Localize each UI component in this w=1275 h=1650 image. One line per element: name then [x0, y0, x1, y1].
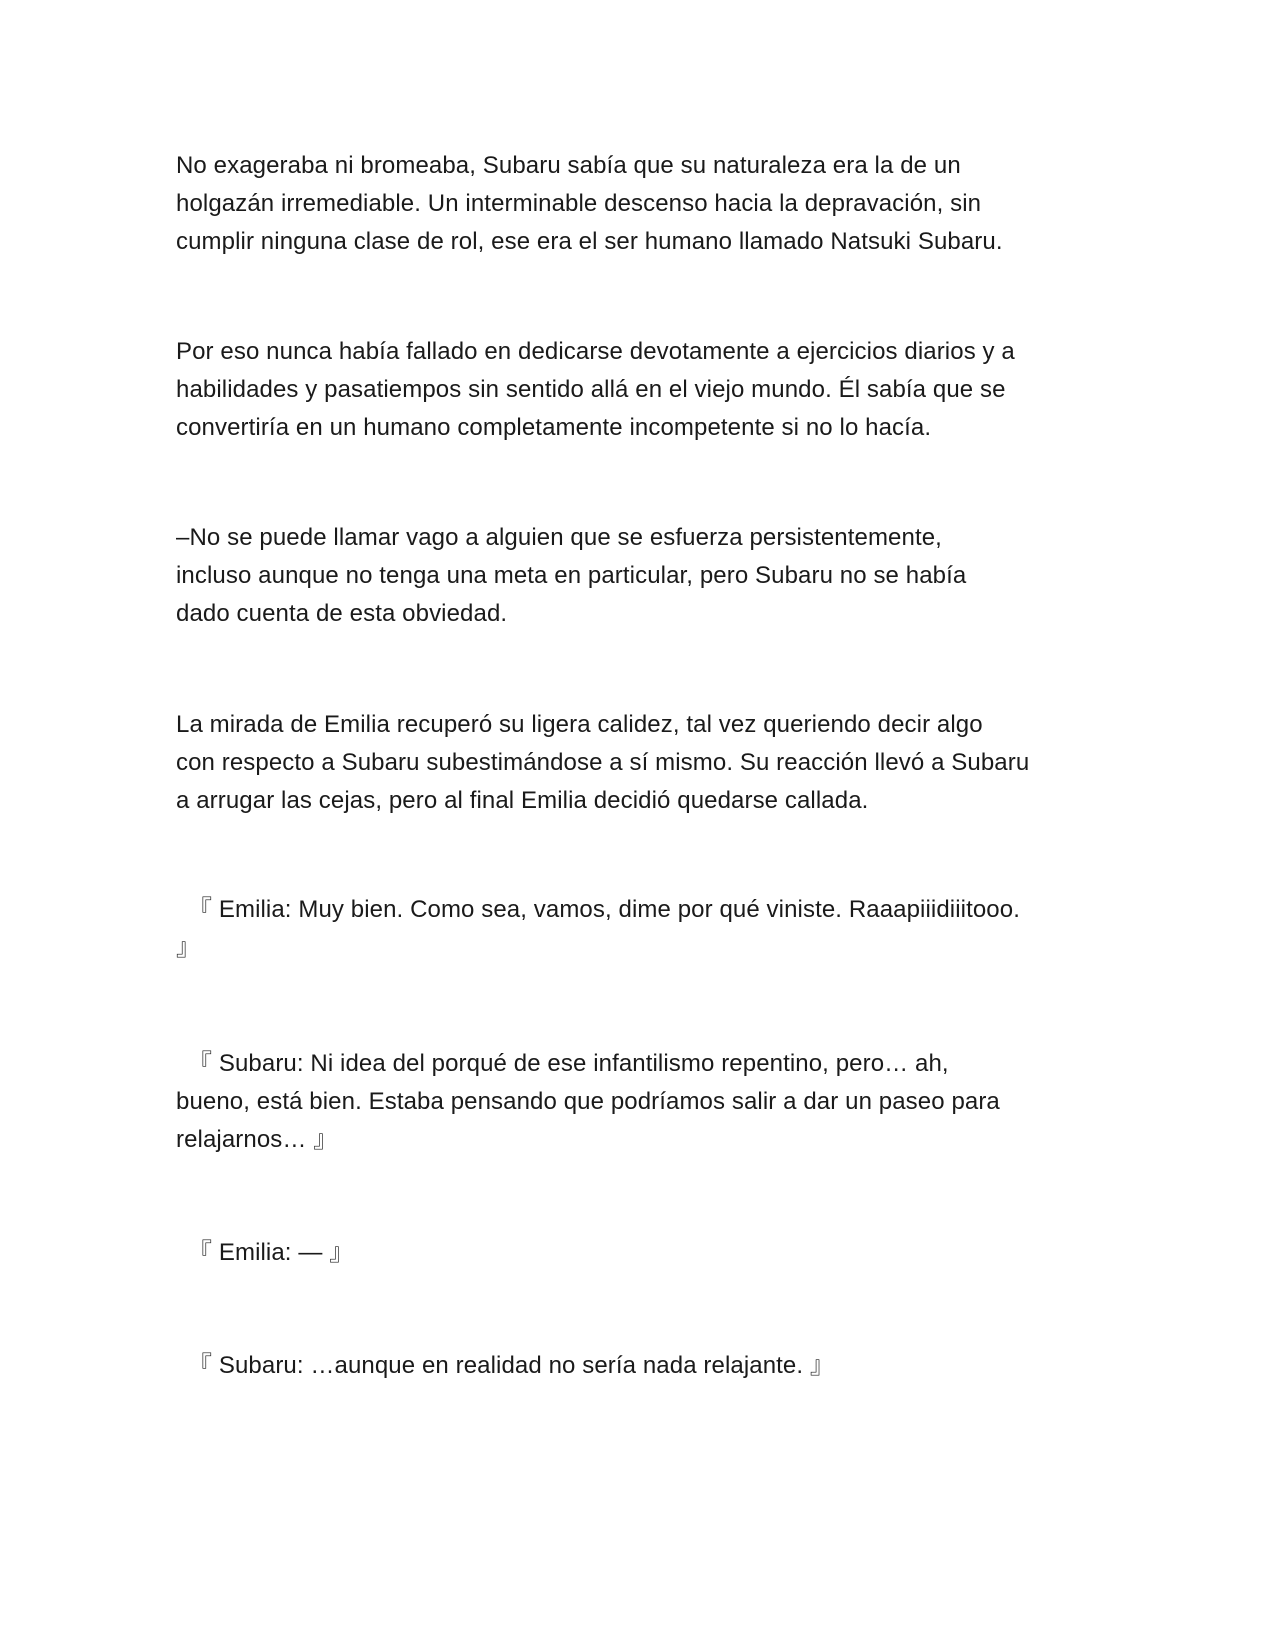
text-line: convertiría en un humano completamente incompetente si no lo hacía. [176, 414, 932, 441]
text-line: La mirada de Emilia recuperó su ligera calidez, tal vez queriendo decir algo [176, 711, 983, 738]
text-line: a arrugar las cejas, pero al final Emilia decidió quedarse callada. [176, 787, 869, 814]
text-line: habilidades y pasatiempos sin sentido allá en el viejo mundo. Él sabía que se [176, 376, 1006, 403]
dialogue-emilia-2 [176, 1234, 1106, 1272]
text-line: bueno, está bien. Estaba pensando que podríamos salir a dar un paseo para [176, 1088, 1000, 1115]
text-line: 』 [176, 934, 201, 961]
text-line: 『 Emilia: — 』 [188, 1239, 354, 1266]
paragraph-4 [176, 706, 1106, 820]
paragraph-2 [176, 333, 1106, 447]
text-line: –No se puede llamar vago a alguien que se esfuerza persistentemente, [176, 524, 942, 551]
dialogue-subaru-1 [176, 1045, 1106, 1159]
dialogue-emilia-1 [176, 891, 1106, 967]
text-line: cumplir ninguna clase de rol, ese era el ser humano llamado Natsuki Subaru. [176, 228, 1003, 255]
text-line: 『 Subaru: Ni idea del porqué de ese infantilismo repentino, pero… ah, [188, 1050, 949, 1077]
text-line: 『 Emilia: Muy bien. Como sea, vamos, dime por qué viniste. Raaapiiidiiitooo. [188, 896, 1020, 923]
text-line: holgazán irremediable. Un interminable descenso hacia la depravación, sin [176, 190, 982, 217]
text-line: relajarnos… 』 [176, 1126, 338, 1153]
text-line: dado cuenta de esta obviedad. [176, 600, 508, 627]
text-line: con respecto a Subaru subestimándose a sí mismo. Su reacción llevó a Subaru [176, 749, 1030, 776]
paragraph-3 [176, 519, 1106, 633]
text-line: incluso aunque no tenga una meta en particular, pero Subaru no se había [176, 562, 967, 589]
paragraph-1 [176, 147, 1106, 261]
text-line: 『 Subaru: …aunque en realidad no sería nada relajante. 』 [188, 1352, 835, 1379]
text-line: No exageraba ni bromeaba, Subaru sabía que su naturaleza era la de un [176, 152, 961, 179]
text-line: Por eso nunca había fallado en dedicarse devotamente a ejercicios diarios y a [176, 338, 1015, 365]
dialogue-subaru-2 [176, 1347, 1106, 1385]
